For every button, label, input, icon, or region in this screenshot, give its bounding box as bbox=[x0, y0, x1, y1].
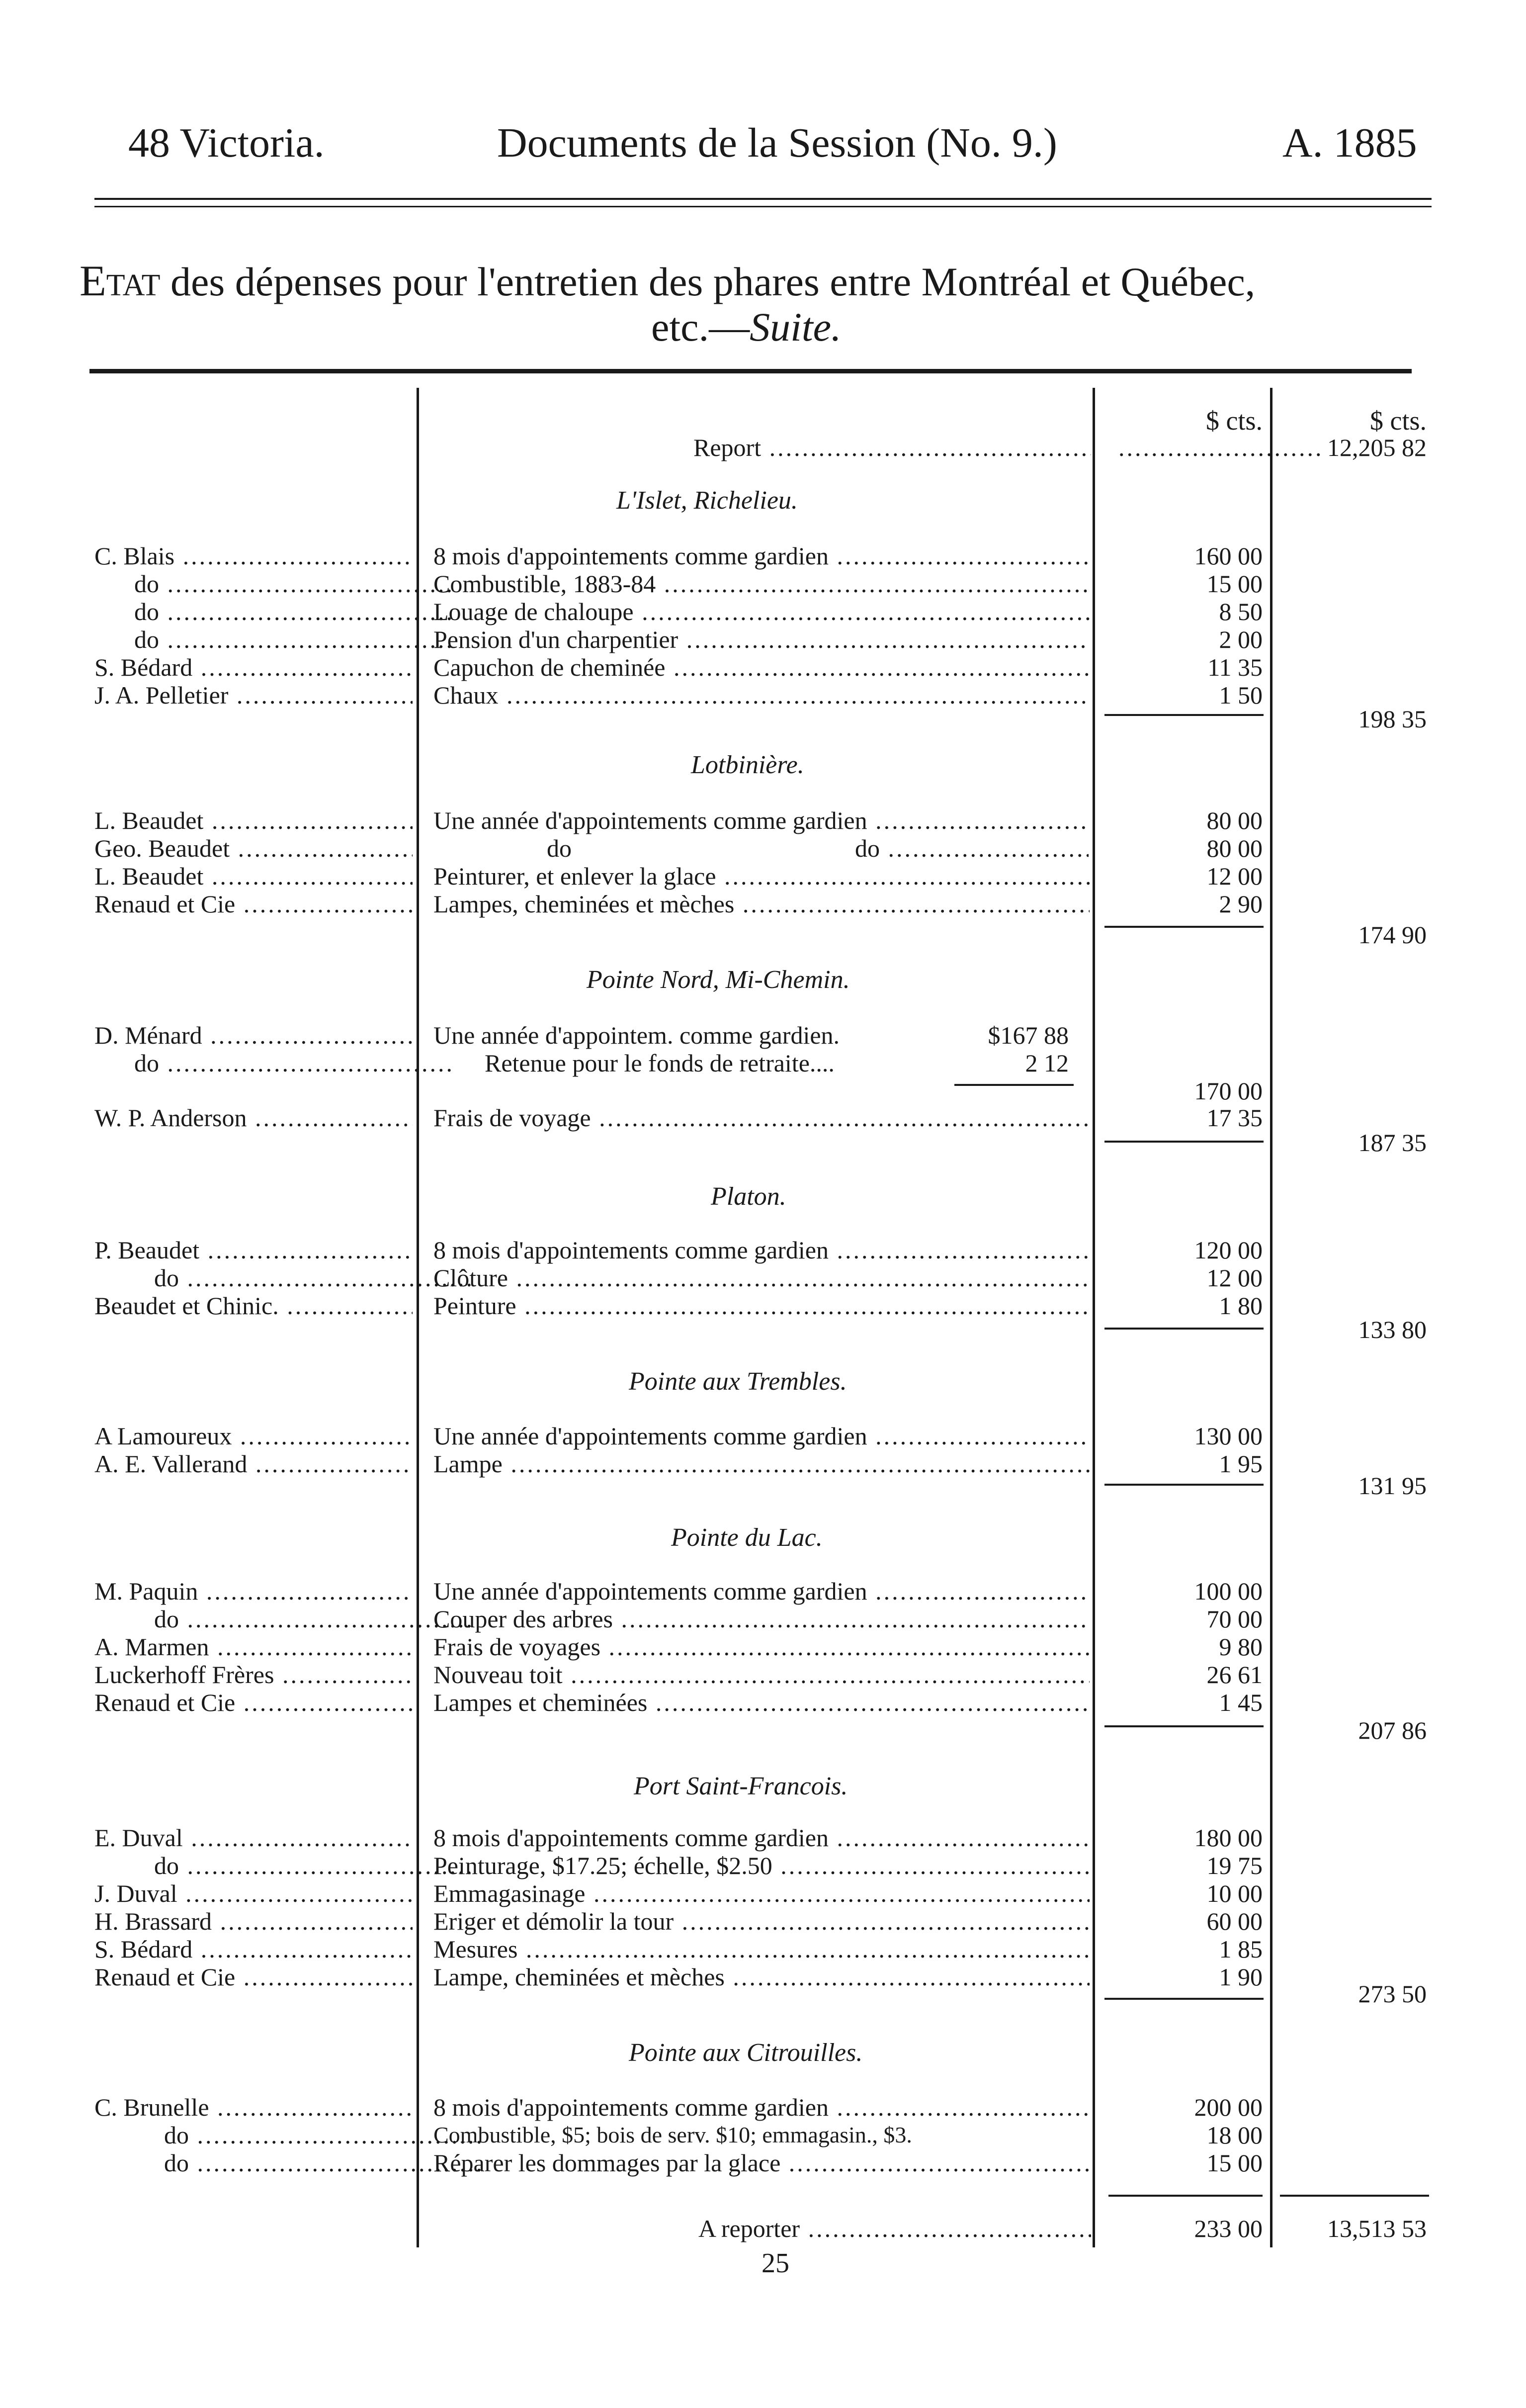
expense-amount: 1 50 bbox=[1219, 681, 1263, 709]
sub-amount: $167 88 bbox=[988, 1021, 1069, 1049]
table-row bbox=[0, 1264, 1526, 1292]
payee-name: J. A. Pelletier ..... bbox=[94, 681, 413, 709]
table-row bbox=[0, 2121, 1526, 2149]
page-number: 25 bbox=[762, 2248, 789, 2279]
expense-description: 8 mois d'appointements comme gardien ..... bbox=[433, 1236, 1090, 1264]
section-heading: Port Saint-Francois. bbox=[634, 1772, 848, 1800]
column-heading-total: $ cts. bbox=[1370, 406, 1427, 436]
subtotal-rule bbox=[1104, 714, 1264, 716]
expense-amount: 12 00 bbox=[1206, 862, 1263, 890]
section-heading: Platon. bbox=[711, 1182, 786, 1211]
expense-amount: 1 90 bbox=[1219, 1963, 1263, 1991]
table-row bbox=[0, 834, 1526, 862]
carry-forward-amount: 233 00 bbox=[1194, 2215, 1263, 2242]
payee-name: P. Beaudet ..... bbox=[94, 1236, 413, 1264]
payee-name: D. Ménard ..... bbox=[94, 1021, 413, 1049]
carry-rule-amount bbox=[1108, 2195, 1263, 2197]
section-total: 133 80 bbox=[1358, 1316, 1427, 1343]
payee-name: A. E. Vallerand ..... bbox=[94, 1450, 413, 1478]
expense-amount: 170 00 bbox=[1194, 1077, 1263, 1105]
payee-name: do ..... bbox=[154, 1264, 472, 1292]
expense-description: Lampe ..... bbox=[433, 1450, 1090, 1478]
payee-name: L. Beaudet ..... bbox=[94, 862, 413, 890]
section-heading: Pointe Nord, Mi-Chemin. bbox=[587, 966, 850, 994]
expense-description: Clôture ..... bbox=[433, 1264, 1090, 1292]
section-total: 198 35 bbox=[1358, 705, 1427, 733]
expense-amount: 100 00 bbox=[1194, 1577, 1263, 1605]
section-heading: L'Islet, Richelieu. bbox=[616, 486, 798, 515]
expense-description: 8 mois d'appointements comme gardien ..... bbox=[433, 2093, 1090, 2121]
payee-name: A. Marmen ..... bbox=[94, 1633, 413, 1661]
payee-name: H. Brassard ..... bbox=[94, 1907, 413, 1935]
expense-description: Frais de voyages ..... bbox=[433, 1633, 1090, 1661]
expense-amount: 200 00 bbox=[1194, 2093, 1263, 2121]
payee-name: Beaudet et Chinic. ..... bbox=[94, 1292, 413, 1320]
expense-amount: 15 00 bbox=[1206, 570, 1263, 598]
section-heading: Lotbinière. bbox=[691, 751, 804, 779]
table-row bbox=[0, 1021, 1526, 1049]
column-heading-amount: $ cts. bbox=[1206, 406, 1263, 436]
subtotal-rule bbox=[1104, 1725, 1264, 1727]
carry-forward-row bbox=[0, 2215, 1526, 2242]
expense-description: Lampe, cheminées et mèches ..... bbox=[433, 1963, 1090, 1991]
table-row bbox=[0, 1689, 1526, 1716]
expense-description: Peinturage, $17.25; échelle, $2.50 ..... bbox=[433, 1852, 1090, 1879]
expense-amount: 10 00 bbox=[1206, 1879, 1263, 1907]
expense-amount: 120 00 bbox=[1194, 1236, 1263, 1264]
header-rule-top bbox=[94, 198, 1432, 200]
payee-name: do ..... bbox=[164, 2121, 482, 2149]
section-total: 273 50 bbox=[1358, 1980, 1427, 2008]
payee-name: L. Beaudet ..... bbox=[94, 806, 413, 834]
payee-name: Luckerhoff Frères ..... bbox=[94, 1661, 413, 1689]
expense-description: 8 mois d'appointements comme gardien ..... bbox=[433, 1824, 1090, 1852]
expense-amount: 80 00 bbox=[1206, 834, 1263, 862]
table-row bbox=[0, 1049, 1526, 1077]
payee-name: do ..... bbox=[134, 625, 452, 653]
sub-amount: 2 12 bbox=[1025, 1049, 1069, 1077]
expense-amount: 9 80 bbox=[1219, 1633, 1263, 1661]
expense-amount: 1 80 bbox=[1219, 1292, 1263, 1320]
payee-name: do ..... bbox=[154, 1605, 472, 1633]
expense-description: Une année d'appointements comme gardien ..... bbox=[433, 1422, 1090, 1450]
table-row bbox=[0, 1577, 1526, 1605]
report-label: Report ..... bbox=[693, 434, 1091, 461]
payee-name: do ..... bbox=[134, 1049, 452, 1077]
section-heading: Pointe aux Citrouilles. bbox=[629, 2039, 863, 2067]
subtotal-rule bbox=[1104, 1998, 1264, 2000]
expense-amount: 1 85 bbox=[1219, 1935, 1263, 1963]
expense-description: do bbox=[547, 834, 572, 862]
payee-name: Geo. Beaudet ..... bbox=[94, 834, 413, 862]
title-prefix: Etat bbox=[80, 257, 161, 305]
report-amount-leader: ......................... bbox=[1118, 434, 1324, 461]
expense-amount: 130 00 bbox=[1194, 1422, 1263, 1450]
table-row bbox=[0, 1605, 1526, 1633]
header-session-year: 48 Victoria. bbox=[128, 120, 325, 166]
table-row bbox=[0, 542, 1526, 570]
table-row bbox=[0, 1824, 1526, 1852]
payee-name: S. Bédard ..... bbox=[94, 1935, 413, 1963]
header-document-title: Documents de la Session (No. 9.) bbox=[497, 120, 1057, 166]
section-total: 187 35 bbox=[1358, 1129, 1427, 1157]
expense-description: Frais de voyage ..... bbox=[433, 1104, 1090, 1132]
carry-forward-total: 13,513 53 bbox=[1327, 2215, 1427, 2242]
table-row bbox=[0, 2093, 1526, 2121]
payee-name: C. Blais ..... bbox=[94, 542, 413, 570]
table-row bbox=[0, 862, 1526, 890]
expense-description: Couper des arbres ..... bbox=[433, 1605, 1090, 1633]
table-row bbox=[0, 2149, 1526, 2177]
expense-amount: 160 00 bbox=[1194, 542, 1263, 570]
carry-rule-total bbox=[1280, 2195, 1429, 2197]
payee-name: A Lamoureux ..... bbox=[94, 1422, 413, 1450]
expense-amount: 70 00 bbox=[1206, 1605, 1263, 1633]
expense-amount: 19 75 bbox=[1206, 1852, 1263, 1879]
table-row bbox=[0, 1077, 1526, 1105]
expense-description: Peinturer, et enlever la glace ..... bbox=[433, 862, 1090, 890]
title-text: des dépenses pour l'entretien des phares entre Montréal et Québec, bbox=[170, 259, 1256, 304]
expense-amount: 11 35 bbox=[1207, 653, 1263, 681]
payee-name: do ..... bbox=[154, 1852, 472, 1879]
payee-name: W. P. Anderson ..... bbox=[94, 1104, 413, 1132]
expense-description: Combustible, $5; bois de serv. $10; emmagasin., $3. bbox=[433, 2122, 912, 2147]
expense-description: Combustible, 1883-84 ..... bbox=[433, 570, 1090, 598]
payee-name: Renaud et Cie ..... bbox=[94, 1689, 413, 1716]
expense-amount: 60 00 bbox=[1206, 1907, 1263, 1935]
expense-description: Réparer les dommages par la glace ..... bbox=[433, 2149, 1090, 2177]
expense-description: Mesures ..... bbox=[433, 1935, 1090, 1963]
title-line2-plain: etc.— bbox=[651, 304, 750, 350]
payee-name: M. Paquin ..... bbox=[94, 1577, 413, 1605]
expense-amount: 1 45 bbox=[1219, 1689, 1263, 1716]
subtotal-rule bbox=[1104, 1141, 1264, 1143]
table-row bbox=[0, 1104, 1526, 1132]
report-row bbox=[0, 434, 1526, 461]
expense-description: 8 mois d'appointements comme gardien ..... bbox=[433, 542, 1090, 570]
payee-name: Renaud et Cie ..... bbox=[94, 1963, 413, 1991]
expense-amount: 180 00 bbox=[1194, 1824, 1263, 1852]
section-total: 174 90 bbox=[1358, 921, 1427, 949]
payee-name: do ..... bbox=[164, 2149, 482, 2177]
table-row bbox=[0, 1422, 1526, 1450]
payee-name: C. Brunelle ..... bbox=[94, 2093, 413, 2121]
subtotal-rule bbox=[1104, 1484, 1264, 1486]
report-total: 12,205 82 bbox=[1327, 434, 1427, 461]
expense-amount: 26 61 bbox=[1206, 1661, 1263, 1689]
table-top-rule bbox=[89, 369, 1412, 373]
expense-description: Eriger et démolir la tour ..... bbox=[433, 1907, 1090, 1935]
expense-amount: 15 00 bbox=[1206, 2149, 1263, 2177]
expense-description: Capuchon de cheminée ..... bbox=[433, 653, 1090, 681]
table-row bbox=[0, 625, 1526, 653]
payee-name: J. Duval ..... bbox=[94, 1879, 413, 1907]
expense-description: Chaux ..... bbox=[433, 681, 1090, 709]
table-row bbox=[0, 806, 1526, 834]
expense-amount: 8 50 bbox=[1219, 598, 1263, 625]
carry-forward-label: A reporter ..... bbox=[698, 2215, 1091, 2242]
expense-description: Emmagasinage ..... bbox=[433, 1879, 1090, 1907]
table-row bbox=[0, 1907, 1526, 1935]
table-row bbox=[0, 598, 1526, 625]
expense-amount: 12 00 bbox=[1206, 1264, 1263, 1292]
table-row bbox=[0, 1935, 1526, 1963]
expense-description: Une année d'appointements comme gardien ..... bbox=[433, 806, 1090, 834]
table-row bbox=[0, 1661, 1526, 1689]
subtotal-rule bbox=[1104, 1328, 1264, 1330]
payee-name: E. Duval ..... bbox=[94, 1824, 413, 1852]
table-row bbox=[0, 1879, 1526, 1907]
table-row bbox=[0, 653, 1526, 681]
expense-amount: 18 00 bbox=[1206, 2121, 1263, 2149]
expense-description: Une année d'appointem. comme gardien. bbox=[433, 1021, 840, 1049]
expense-description: Une année d'appointements comme gardien ..... bbox=[433, 1577, 1090, 1605]
payee-name: do ..... bbox=[134, 598, 452, 625]
expense-amount: 1 95 bbox=[1219, 1450, 1263, 1478]
expense-description: Lampes et cheminées ..... bbox=[433, 1689, 1090, 1716]
statement-title-line1 bbox=[80, 258, 1255, 306]
payee-name: Renaud et Cie ..... bbox=[94, 890, 413, 918]
expense-description-repeat: do ..... bbox=[855, 834, 1089, 862]
expense-description: Lampes, cheminées et mèches ..... bbox=[433, 890, 1090, 918]
expense-description: Peinture ..... bbox=[433, 1292, 1090, 1320]
expense-amount: 80 00 bbox=[1206, 806, 1263, 834]
statement-title-line2 bbox=[651, 303, 842, 351]
table-row bbox=[0, 1852, 1526, 1879]
expense-amount: 17 35 bbox=[1206, 1104, 1263, 1132]
header-year: A. 1885 bbox=[1282, 120, 1417, 166]
table-row bbox=[0, 890, 1526, 918]
payee-name: S. Bédard ..... bbox=[94, 653, 413, 681]
expense-description: Pension d'un charpentier ..... bbox=[433, 625, 1090, 653]
header-rule-bottom bbox=[94, 206, 1432, 207]
section-heading: Pointe aux Trembles. bbox=[629, 1367, 847, 1396]
section-total: 131 95 bbox=[1358, 1472, 1427, 1500]
title-line2-italic: Suite. bbox=[750, 304, 842, 350]
table-row bbox=[0, 1633, 1526, 1661]
expense-amount: 2 90 bbox=[1219, 890, 1263, 918]
expense-description: Nouveau toit ..... bbox=[433, 1661, 1090, 1689]
section-heading: Pointe du Lac. bbox=[671, 1523, 823, 1552]
section-total: 207 86 bbox=[1358, 1716, 1427, 1744]
table-row bbox=[0, 1236, 1526, 1264]
subtotal-rule bbox=[1104, 926, 1264, 928]
table-row bbox=[0, 570, 1526, 598]
expense-amount: 2 00 bbox=[1219, 625, 1263, 653]
payee-name: do ..... bbox=[134, 570, 452, 598]
expense-description: Retenue pour le fonds de retraite.... bbox=[485, 1049, 835, 1077]
expense-description: Louage de chaloupe ..... bbox=[433, 598, 1090, 625]
